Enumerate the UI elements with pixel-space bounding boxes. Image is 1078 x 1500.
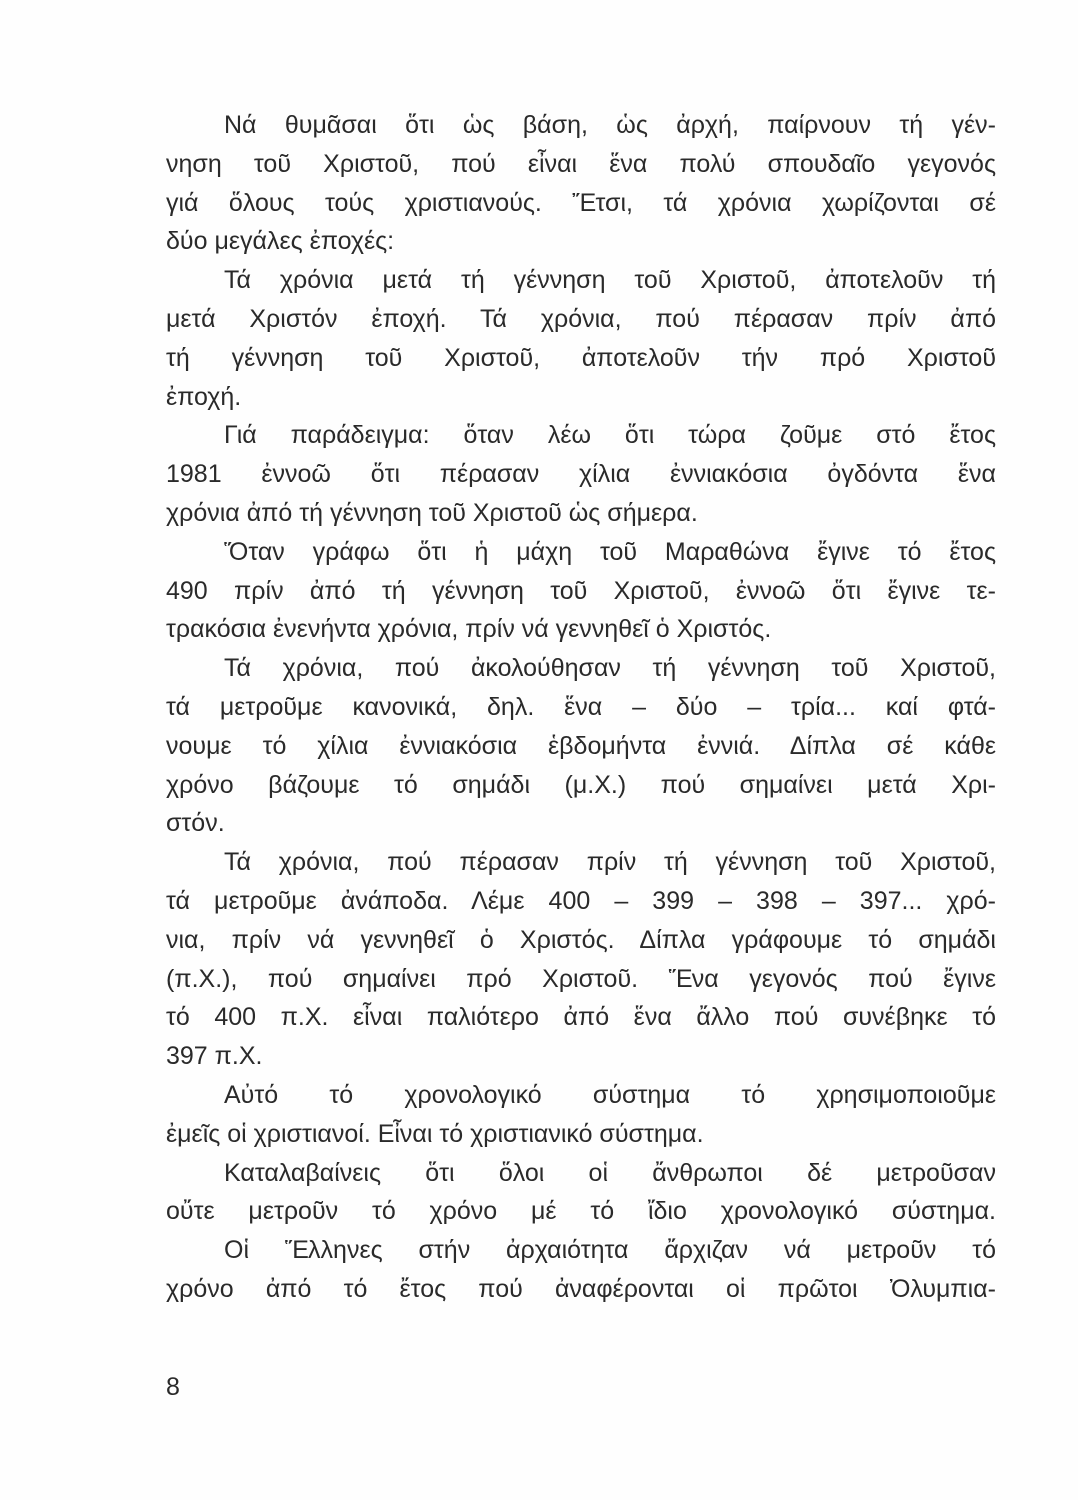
- text-line: τρακόσια ἐνενήντα χρόνια, πρίν νά γεννηθεῖ ὁ Χριστός.: [166, 615, 772, 644]
- text-line: νηση τοῦ Χριστοῦ, πού εἶναι ἕνα πολύ σπουδαῖο γεγονός: [166, 149, 996, 178]
- text-line: Καταλαβαίνεις ὅτι ὅλοι οἱ ἄνθρωποι δέ μετροῦσαν: [224, 1158, 996, 1187]
- text-line: νουμε τό χίλια ἐννιακόσια ἑβδομήντα ἐννιά. Δίπλα σέ κάθε: [166, 731, 996, 760]
- text-line: τή γέννηση τοῦ Χριστοῦ, ἀποτελοῦν τήν πρό Χριστοῦ: [166, 343, 996, 372]
- text-line: νια, πρίν νά γεννηθεῖ ὁ Χριστός. Δίπλα γράφουμε τό σημάδι: [166, 925, 996, 954]
- text-line: Τά χρόνια, πού πέρασαν πρίν τή γέννηση τοῦ Χριστοῦ,: [224, 848, 996, 877]
- text-line: 397 π.Χ.: [166, 1042, 263, 1071]
- text-line: Αὐτό τό χρονολογικό σύστημα τό χρησιμοποιοῦμε: [224, 1080, 996, 1109]
- text-line: τά μετροῦμε ἀνάποδα. Λέμε 400 – 399 – 398 – 397... χρό-: [166, 886, 996, 915]
- text-line: ἐποχή.: [166, 382, 242, 411]
- text-line: χρόνο ἀπό τό ἔτος πού ἀναφέρονται οἱ πρῶτοι Ὀλυμπια-: [166, 1274, 996, 1303]
- text-line: μετά Χριστόν ἐποχή. Τά χρόνια, πού πέρασαν πρίν ἀπό: [166, 304, 996, 333]
- text-line: (π.Χ.), πού σημαίνει πρό Χριστοῦ. Ἕνα γεγονός πού ἔγινε: [166, 964, 996, 993]
- text-line: Τά χρόνια μετά τή γέννηση τοῦ Χριστοῦ, ἀποτελοῦν τή: [224, 266, 996, 295]
- text-line: 1981 ἐννοῶ ὅτι πέρασαν χίλια ἐννιακόσια ὀγδόντα ἕνα: [166, 460, 996, 489]
- text-line: Τά χρόνια, πού ἀκολούθησαν τή γέννηση τοῦ Χριστοῦ,: [224, 654, 996, 683]
- text-line: στόν.: [166, 809, 225, 838]
- text-line: Γιά παράδειγμα: ὅταν λέω ὅτι τώρα ζοῦμε στό ἔτος: [224, 421, 996, 450]
- text-line: τά μετροῦμε κανονικά, δηλ. ἕνα – δύο – τρία... καί φτά-: [166, 692, 996, 721]
- body-text: [166, 106, 996, 1309]
- text-line: ἐμεῖς οἱ χριστιανοί. Εἶναι τό χριστιανικό σύστημα.: [166, 1119, 704, 1148]
- text-line: οὔτε μετροῦν τό χρόνο μέ τό ἴδιο χρονολογικό σύστημα.: [166, 1197, 996, 1226]
- text-line: Ὅταν γράφω ὅτι ἡ μάχη τοῦ Μαραθώνα ἔγινε τό ἔτος: [224, 537, 996, 566]
- text-line: Οἱ Ἕλληνες στήν ἀρχαιότητα ἄρχιζαν νά μετροῦν τό: [224, 1236, 996, 1265]
- text-line: τό 400 π.Χ. εἶναι παλιότερο ἀπό ἕνα ἄλλο πού συνέβηκε τό: [166, 1003, 996, 1032]
- text-line: δύο μεγάλες ἐποχές:: [166, 227, 395, 256]
- text-line: Νά θυμᾶσαι ὅτι ὡς βάση, ὡς ἀρχή, παίρνουν τή γέν-: [224, 111, 996, 139]
- text-line: χρόνο βάζουμε τό σημάδι (μ.Χ.) πού σημαίνει μετά Χρι-: [166, 770, 996, 799]
- page-number: 8: [166, 1373, 180, 1401]
- text-line: χρόνια ἀπό τή γέννηση τοῦ Χριστοῦ ὡς σήμερα.: [166, 498, 698, 527]
- text-line: γιά ὅλους τούς χριστιανούς. Ἔτσι, τά χρόνια χωρίζονται σέ: [166, 188, 996, 217]
- text-line: 490 πρίν ἀπό τή γέννηση τοῦ Χριστοῦ, ἐννοῶ ὅτι ἔγινε τε-: [166, 576, 996, 605]
